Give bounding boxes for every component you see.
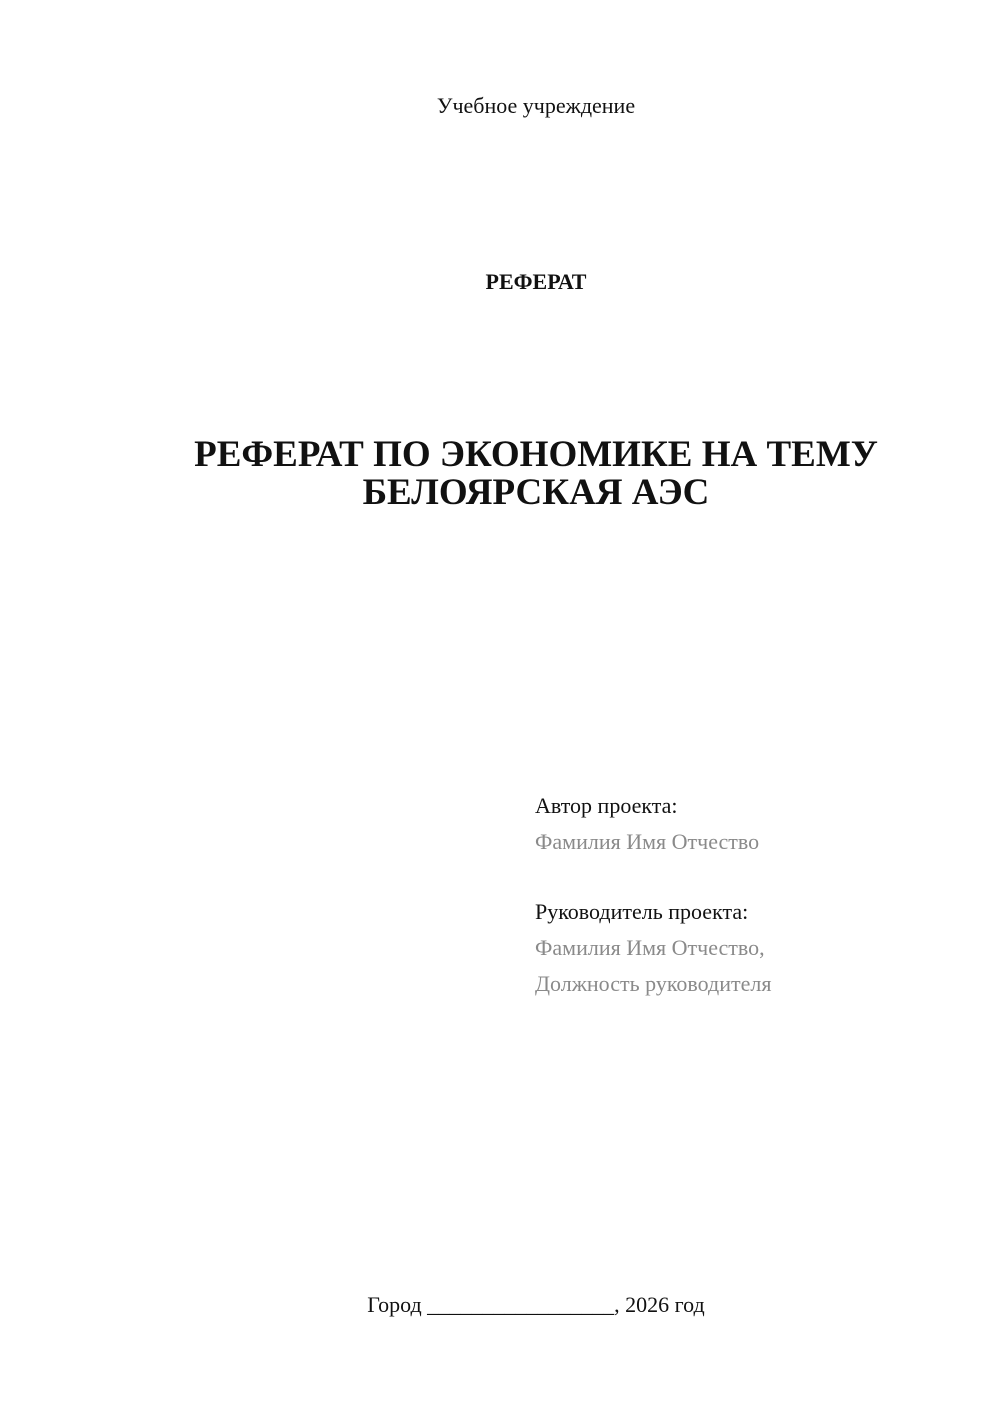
document-title	[0, 436, 1000, 512]
document-title-line-2: БЕЛОЯРСКАЯ АЭС	[362, 472, 710, 513]
supervisor-name: Фамилия Имя Отчество,	[535, 935, 765, 960]
supervisor-label: Руководитель проекта:	[535, 899, 749, 924]
city-year-line: Город _________________, 2026 год	[367, 1292, 705, 1317]
document-title-line-1: РЕФЕРАТ ПО ЭКОНОМИКЕ НА ТЕМУ	[194, 434, 878, 475]
project-info-block	[535, 788, 975, 1002]
supervisor-position: Должность руководителя	[535, 971, 772, 996]
institution-name: Учебное учреждение	[436, 93, 636, 118]
info-spacer	[535, 860, 975, 894]
author-name: Фамилия Имя Отчество	[535, 829, 760, 854]
author-label: Автор проекта:	[535, 793, 678, 818]
document-type: РЕФЕРАТ	[485, 269, 587, 294]
